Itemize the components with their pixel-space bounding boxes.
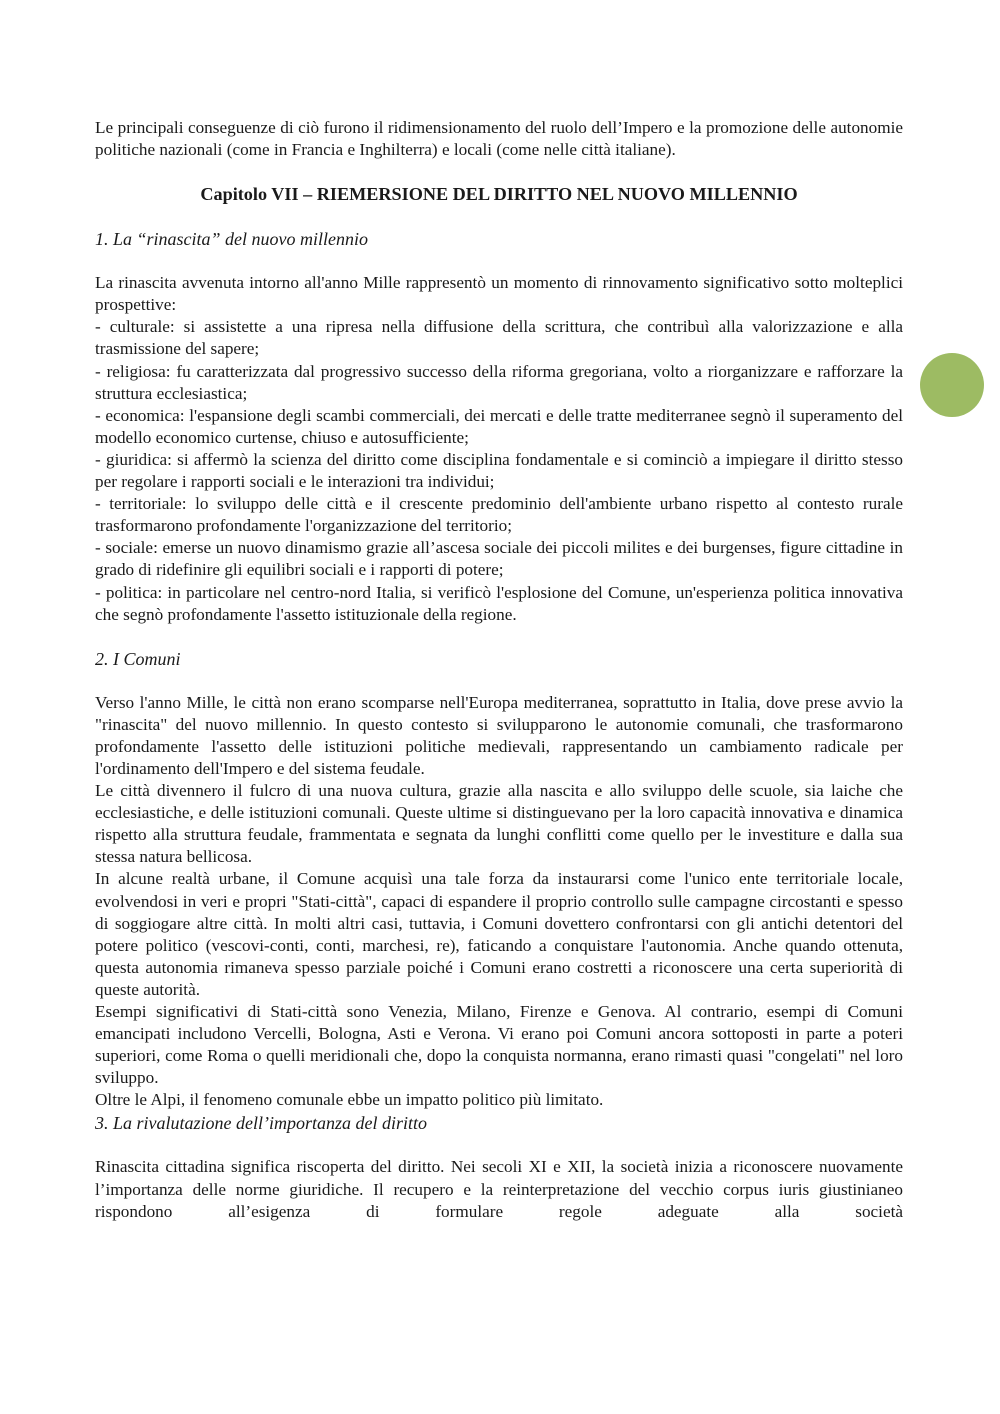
- list-item-politica: - politica: in particolare nel centro-nord Italia, si verificò l'esplosione del Comune, un'esperienza politica innovativa che segnò profondamente l'assetto istituzionale della regione.: [95, 582, 903, 624]
- section-3-title: 3. La rivalutazione dell’importanza del diritto: [95, 1113, 427, 1134]
- section-2-title: 2. I Comuni: [95, 648, 181, 669]
- section-2-paragraph-4: Esempi significativi di Stati-città sono Venezia, Milano, Firenze e Genova. Al contrario, esempi di Comuni emancipati includono Vercelli, Bologna, Asti e Verona. Vi erano poi Comuni ancora sottoposti in parte a poteri superiori, come Roma o quelli meridionali che, dopo la conquista normanna, erano rimasti quasi "congelati" nel loro sviluppo.: [95, 1002, 903, 1088]
- section-2-body: [95, 692, 903, 1112]
- green-circle-decoration: [920, 353, 984, 417]
- document-page: [95, 117, 903, 1223]
- list-item-territoriale: - territoriale: lo sviluppo delle città e il crescente predominio dell'ambiente urbano rispetto al contesto rurale trasformarono profondamente l'organizzazione del territorio;: [95, 494, 903, 536]
- section-3-paragraph: Rinascita cittadina significa riscoperta del diritto. Nei secoli XI e XII, la società inizia a riconoscere nuovamente l’importanza delle norme giuridiche. Il recupero e la reinterpretazione del vecchio corpus iuris giustinianeo rispondono all’esigenza di formulare regole adeguate alla società: [95, 1157, 903, 1221]
- section-2-paragraph-3: In alcune realtà urbane, il Comune acquisì una tale forza da instaurarsi come l'unico ente territoriale locale, evolvendosi in veri e propri "Stati-città", capaci di espandere il proprio controllo sulle campagne circostanti e spesso di soggiogare altre città. In molti altri casi, tuttavia, i Comuni dovettero confrontarsi con gli antichi detentori del potere politico (vescovi-conti, conti, marchesi, re), faticando a conquistare l'autonomia. Anche quando ottenuta, questa autonomia rimaneva spesso parziale poiché i Comuni erano costretti a riconoscere una certa superiorità di queste autorità.: [95, 869, 903, 999]
- list-item-economica: - economica: l'espansione degli scambi commerciali, dei mercati e delle tratte mediterranee segnò il superamento del modello economico curtense, chiuso e autosufficiente;: [95, 405, 903, 447]
- section-2-paragraph-5: Oltre le Alpi, il fenomeno comunale ebbe un impatto politico più limitato.: [95, 1090, 604, 1110]
- list-item-culturale: - culturale: si assistette a una ripresa nella diffusione della scrittura, che contribuì alla valorizzazione e alla trasmissione del sapere;: [95, 317, 903, 359]
- list-item-sociale: - sociale: emerse un nuovo dinamismo grazie all’ascesa sociale dei piccoli milites e dei burgenses, figure cittadine in grado di ridefinire gli equilibri sociali e i rapporti di potere;: [95, 538, 903, 580]
- section-3-body: [95, 1156, 903, 1222]
- section-1-title: 1. La “rinascita” del nuovo millennio: [95, 229, 369, 250]
- intro-paragraph: Le principali conseguenze di ciò furono il ridimensionamento del ruolo dell’Impero e la promozione delle autonomie politiche nazionali (come in Francia e Inghilterra) e locali (come nelle città italiane).: [95, 118, 903, 160]
- chapter-title: Capitolo VII – RIEMERSIONE DEL DIRITTO NEL NUOVO MILLENNIO: [200, 184, 798, 205]
- section-1-body: [95, 272, 903, 626]
- list-item-giuridica: - giuridica: si affermò la scienza del diritto come disciplina fondamentale e si cominciò a impiegare il diritto stesso per regolare i rapporti sociali e le interazioni tra individui;: [95, 449, 903, 492]
- section-2-paragraph-2: Le città divennero il fulcro di una nuova cultura, grazie alla nascita e allo sviluppo delle scuole, sia laiche che ecclesiastiche, e delle istituzioni comunali. Queste ultime si distinguevano per la loro capacità innovativa e dinamica rispetto alla struttura feudale, frammentata e segnata da lunghi conflitti come quello per le investiture e dalla sua stessa natura bellicosa.: [95, 781, 903, 867]
- section-2-paragraph-1: Verso l'anno Mille, le città non erano scomparse nell'Europa mediterranea, soprattutto in Italia, dove prese avvio la "rinascita" del nuovo millennio. In questo contesto si svilupparono le autonomie comunali, che trasformarono profondamente l'assetto delle istituzioni politiche medievali, rappresentando un cambiamento radicale per l'ordinamento dell'Impero e del sistema feudale.: [95, 692, 903, 778]
- section-1-intro: La rinascita avvenuta intorno all'anno Mille rappresentò un momento di rinnovamento significativo sotto molteplici prospettive:: [95, 273, 903, 315]
- list-item-religiosa: - religiosa: fu caratterizzata dal progressivo successo della riforma gregoriana, volto a riorganizzare e rafforzare la struttura ecclesiastica;: [95, 361, 903, 403]
